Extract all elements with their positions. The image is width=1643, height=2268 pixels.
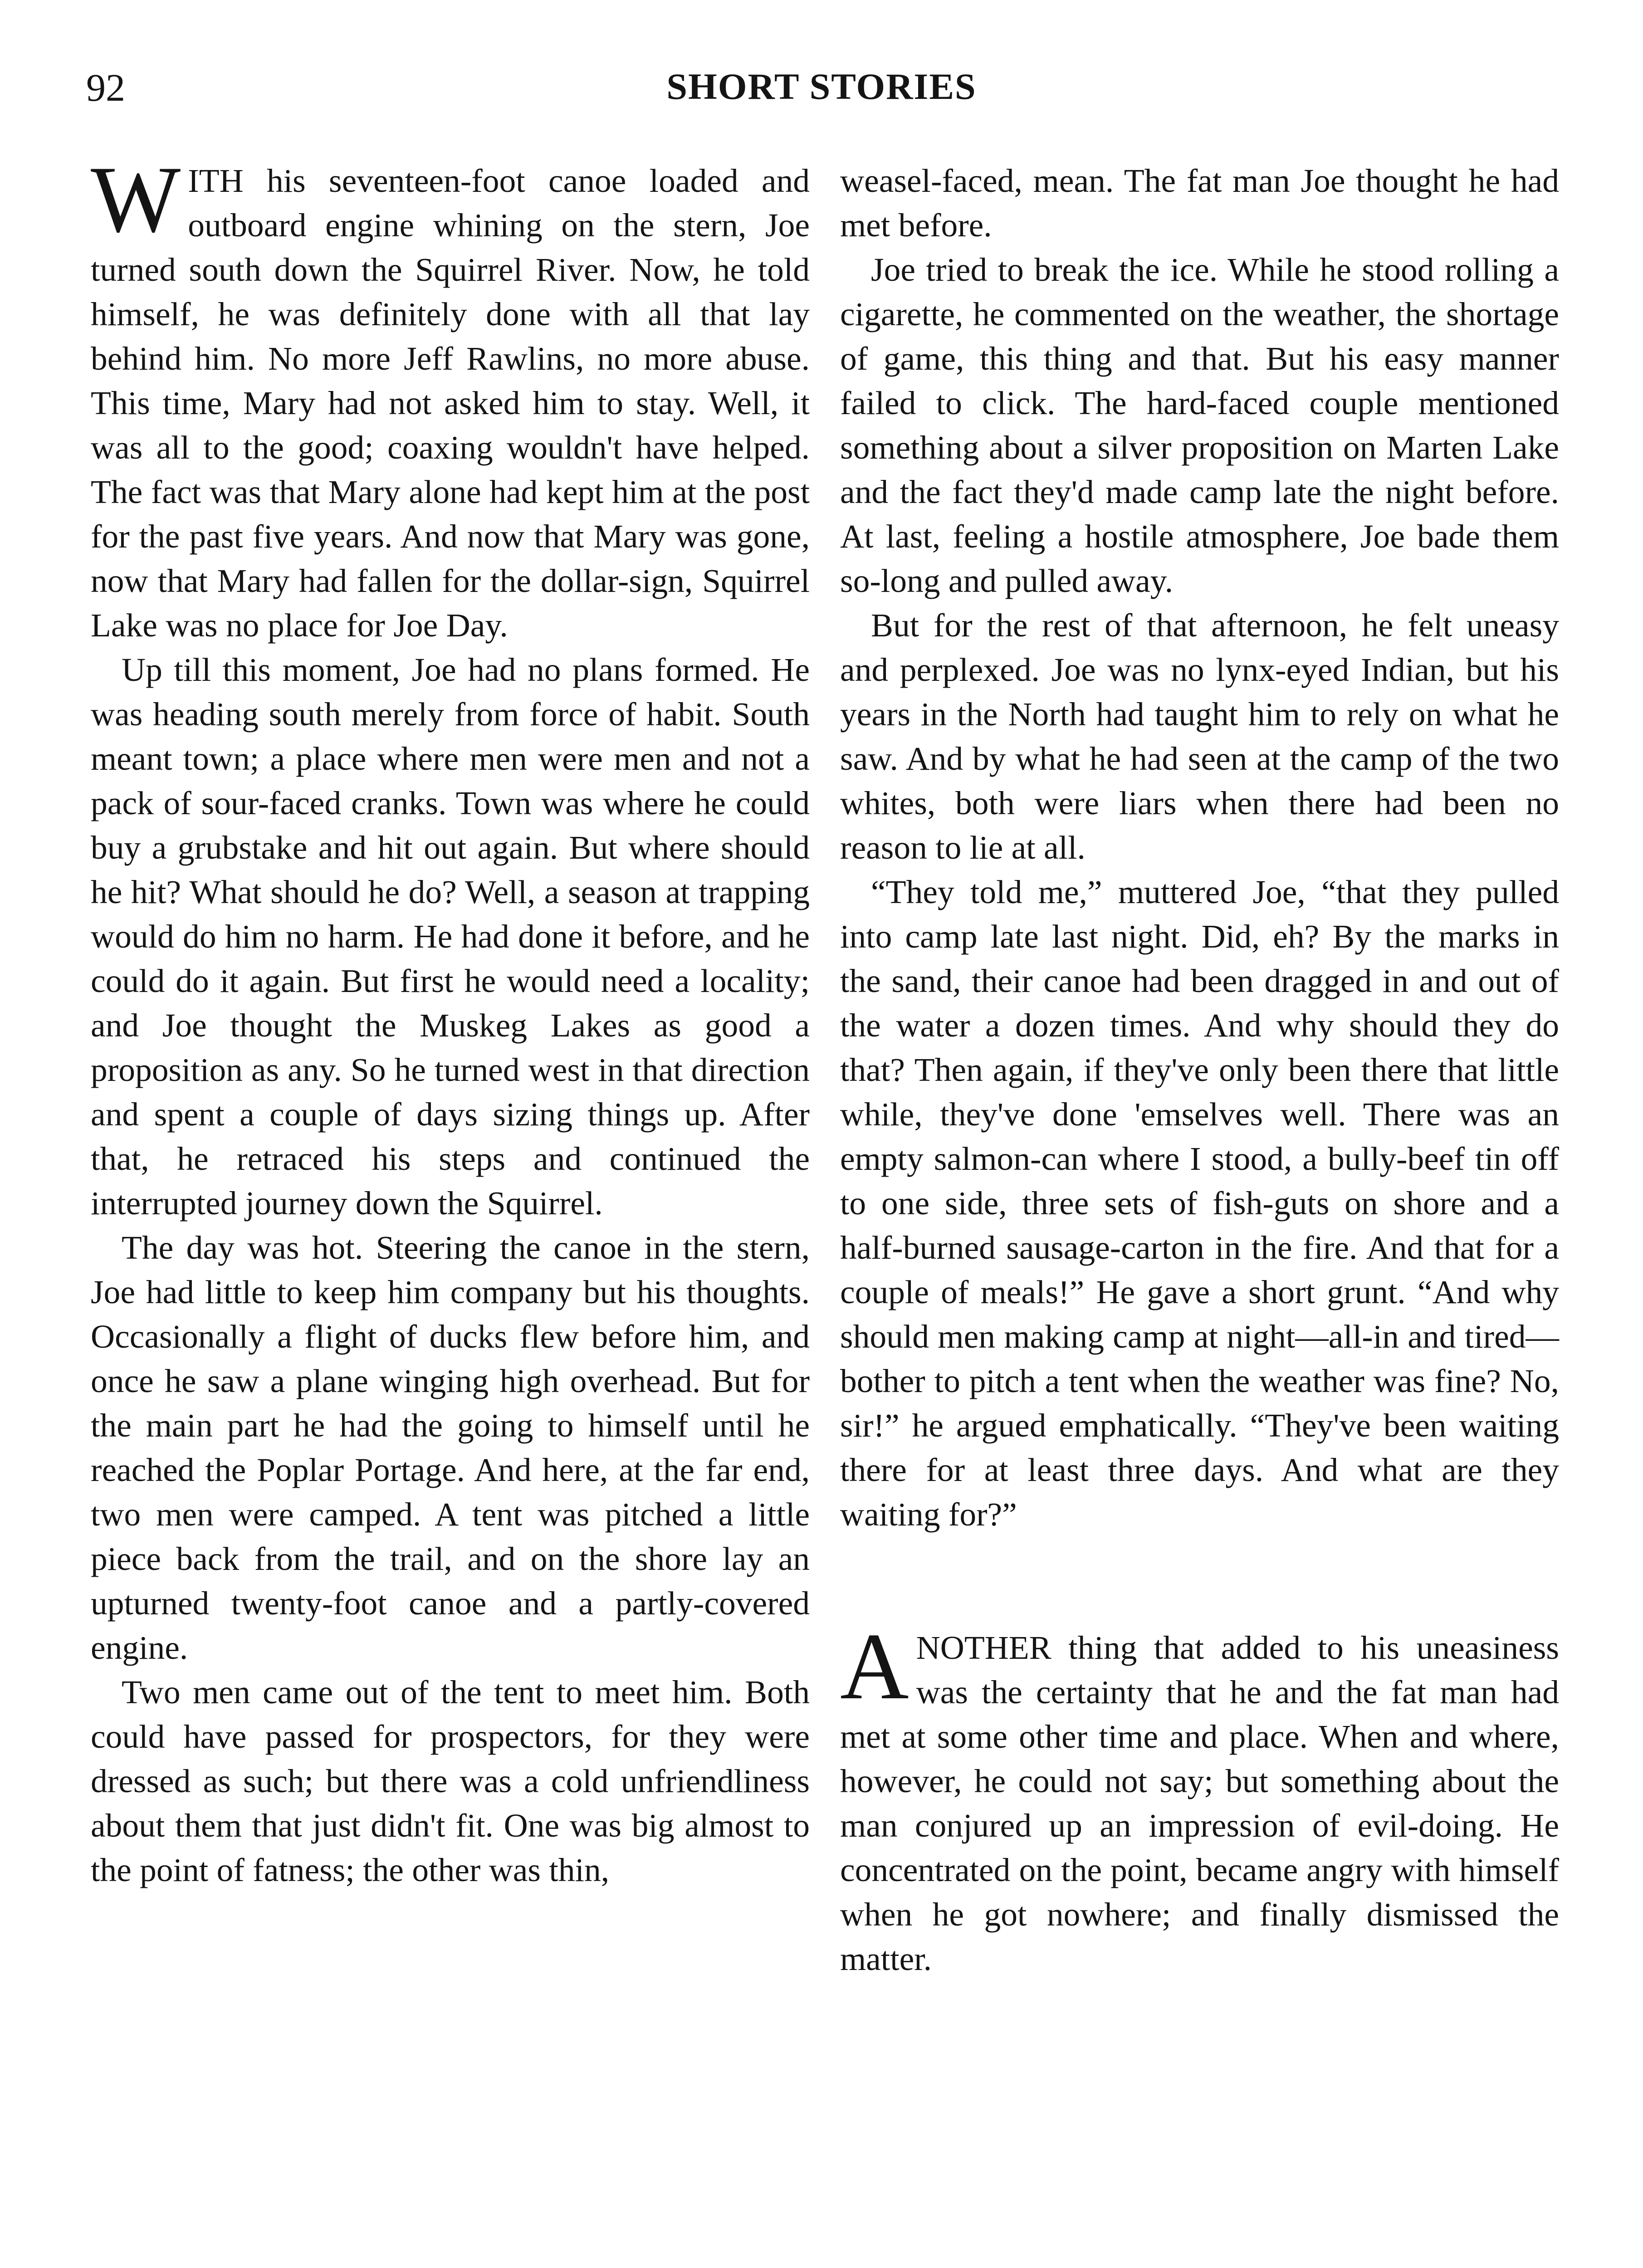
story-paragraph <box>91 147 810 648</box>
left-column <box>91 147 810 1892</box>
right-column <box>840 159 1559 1981</box>
story-paragraph: Two men came out of the tent to meet him. Both could have passed for prospectors, for they were dressed as such; but there was a cold unfriendliness about them that just didn't fit. One was big almost to the point of fatness; the other was thin, <box>91 1674 810 1888</box>
page-header <box>0 68 1643 132</box>
story-paragraph: The day was hot. Steering the canoe in the stern, Joe had little to keep him company but his thoughts. Occasionally a flight of ducks flew before him, and once he saw a plane winging high overhead. But for the main part he had the going to himself until he reached the Poplar Portage. And here, at the far end, two men were camped. A tent was pitched a little piece back from the trail, and on the shore lay an upturned twenty-foot canoe and a partly-covered engine. <box>91 1229 810 1666</box>
running-head: SHORT STORIES <box>666 66 977 107</box>
drop-cap: A <box>840 1614 909 1719</box>
story-paragraph: But for the rest of that afternoon, he felt uneasy and perplexed. Joe was no lynx-eyed Indian, but his years in the North had taught him to rely on what he saw. And by what he had seen at the camp of the two whites, both were liars when there had been no reason to lie at all. <box>840 607 1559 866</box>
story-paragraph: Joe tried to break the ice. While he stood rolling a cigarette, he commented on the weather, the shortage of game, this thing and that. But his easy manner failed to click. The hard-faced couple mentioned something about a silver proposition on Marten Lake and the fact they'd made camp late the night before. At last, feeling a hostile atmosphere, Joe bade them so-long and pulled away. <box>840 251 1559 599</box>
story-paragraph: “They told me,” muttered Joe, “that they pulled into camp late last night. Did, eh? By the marks in the sand, their canoe had been dragged in and out of the water a dozen times. And why should they do that? Then again, if they've only been there that little while, they've done 'emselves well. There was an empty salmon-can where I stood, a bully-beef tin off to one side, three sets of fish-guts on shore and a half-burned sausage-carton in the fire. And that for a couple of meals!” He gave a short grunt. “And why should men making camp at night—all-in and tired—bother to pitch a tent when the weather was fine? No, sir!” he argued emphatically. “They've been waiting there for at least three days. And what are they waiting for?” <box>840 874 1559 1533</box>
paragraph-text: NOTHER thing that added to his uneasiness was the certainty that he and the fat man had met at some other time and place. When and where, however, he could not say; but something about the man conjured up an impression of evil-doing. He concentrated on the point, became angry with himself when he got nowhere; and finally dismissed the matter. <box>840 1629 1559 1977</box>
story-paragraph: weasel-faced, mean. The fat man Joe thought he had met before. <box>840 162 1559 244</box>
story-paragraph: Up till this moment, Joe had no plans formed. He was heading south merely from force of habit. South meant town; a place where men were men and not a pack of sour-faced cranks. Town was where he could buy a grubstake and hit out again. But where should he hit? What should he do? Well, a season at trapping would do him no harm. He had done it before, and he could do it again. But first he would need a locality; and Joe thought the Muskeg Lakes as good a proposition as any. So he turned west in that direction and spent a couple of days sizing things up. After that, he retraced his steps and continued the interrupted journey down the Squirrel. <box>91 651 810 1222</box>
drop-cap: W <box>91 147 181 252</box>
page-number: 92 <box>86 66 125 109</box>
paragraph-text: ITH his seventeen-foot canoe loaded and outboard engine whining on the stern, Joe turned south down the Squirrel River. Now, he told himself, he was definitely done with all that lay behind him. No more Jeff Rawlins, no more abuse. This time, Mary had not asked him to stay. Well, it was all to the good; coaxing wouldn't have helped. The fact was that Mary alone had kept him at the post for the past five years. And now that Mary was gone, now that Mary had fallen for the dollar-sign, Squirrel Lake was no place for Joe Day. <box>91 162 810 644</box>
story-paragraph <box>840 1614 1559 1981</box>
